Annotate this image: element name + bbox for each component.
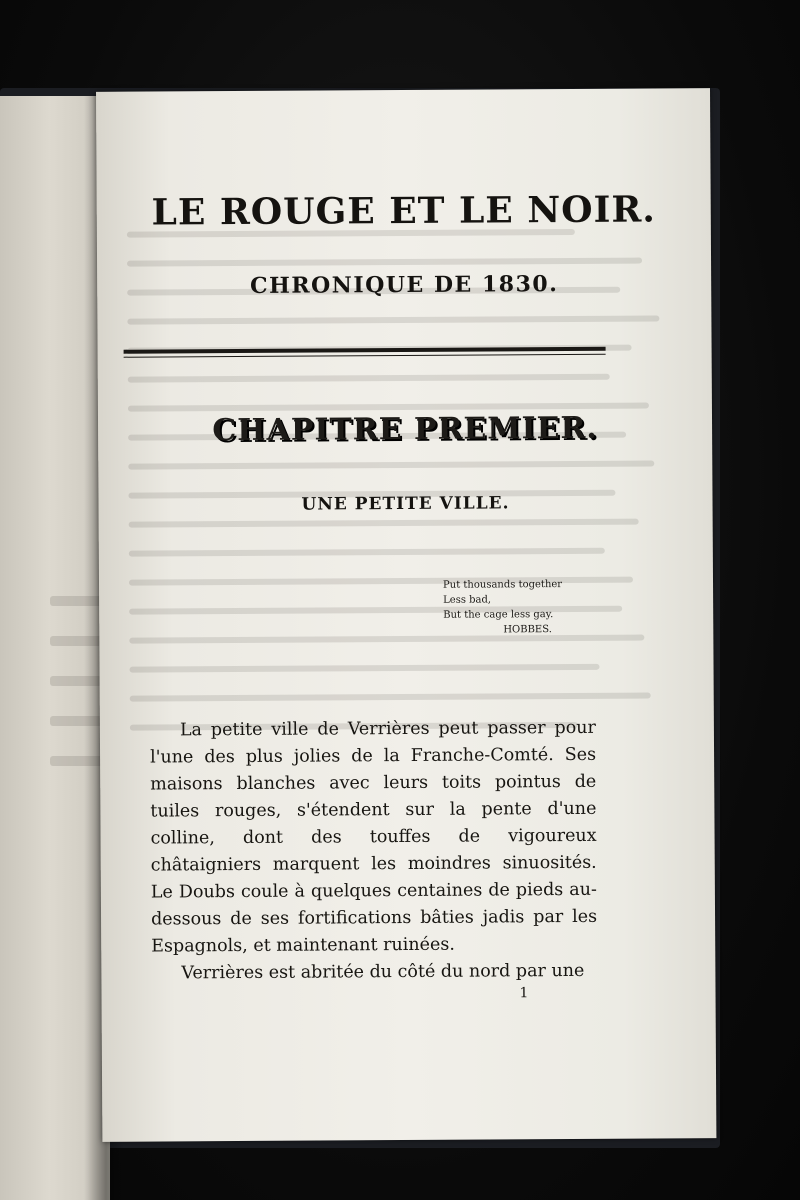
book-title: LE ROUGE ET LE NOIR. xyxy=(151,188,657,234)
body-text xyxy=(150,715,598,988)
show-through-text xyxy=(127,228,690,751)
epigraph-author: HOBBES. xyxy=(503,624,552,636)
page-number: 1 xyxy=(519,985,529,1002)
paragraph: La petite ville de Verrières peut passer pour l'une des plus jolies de la Franche-Comté. Ses maisons blanches avec leurs toits pointus de tuiles rouges, s'étendent sur la pente d'une colline, dont des touffes de vigoureux châtaigniers marquent les moindres sinuosités. Le Doubs coule à quelques centaines de pieds au-dessous de ses fortifications bâties jadis par les Espagnols, et maintenant ruinées. xyxy=(150,717,598,957)
title-rule xyxy=(124,347,606,358)
paragraph: Verrières est abritée du côté du nord par une xyxy=(181,960,585,984)
epigraph-line: Less bad, xyxy=(443,594,492,606)
epigraph xyxy=(443,577,562,638)
book-page xyxy=(96,88,716,1142)
epigraph-line: But the cage less gay. xyxy=(443,609,554,621)
epigraph-line: Put thousands together xyxy=(442,579,563,591)
book-subtitle: CHRONIQUE DE 1830. xyxy=(249,271,559,299)
chapter-title: UNE PETITE VILLE. xyxy=(301,493,510,515)
chapter-heading: CHAPITRE PREMIER. xyxy=(212,410,598,449)
